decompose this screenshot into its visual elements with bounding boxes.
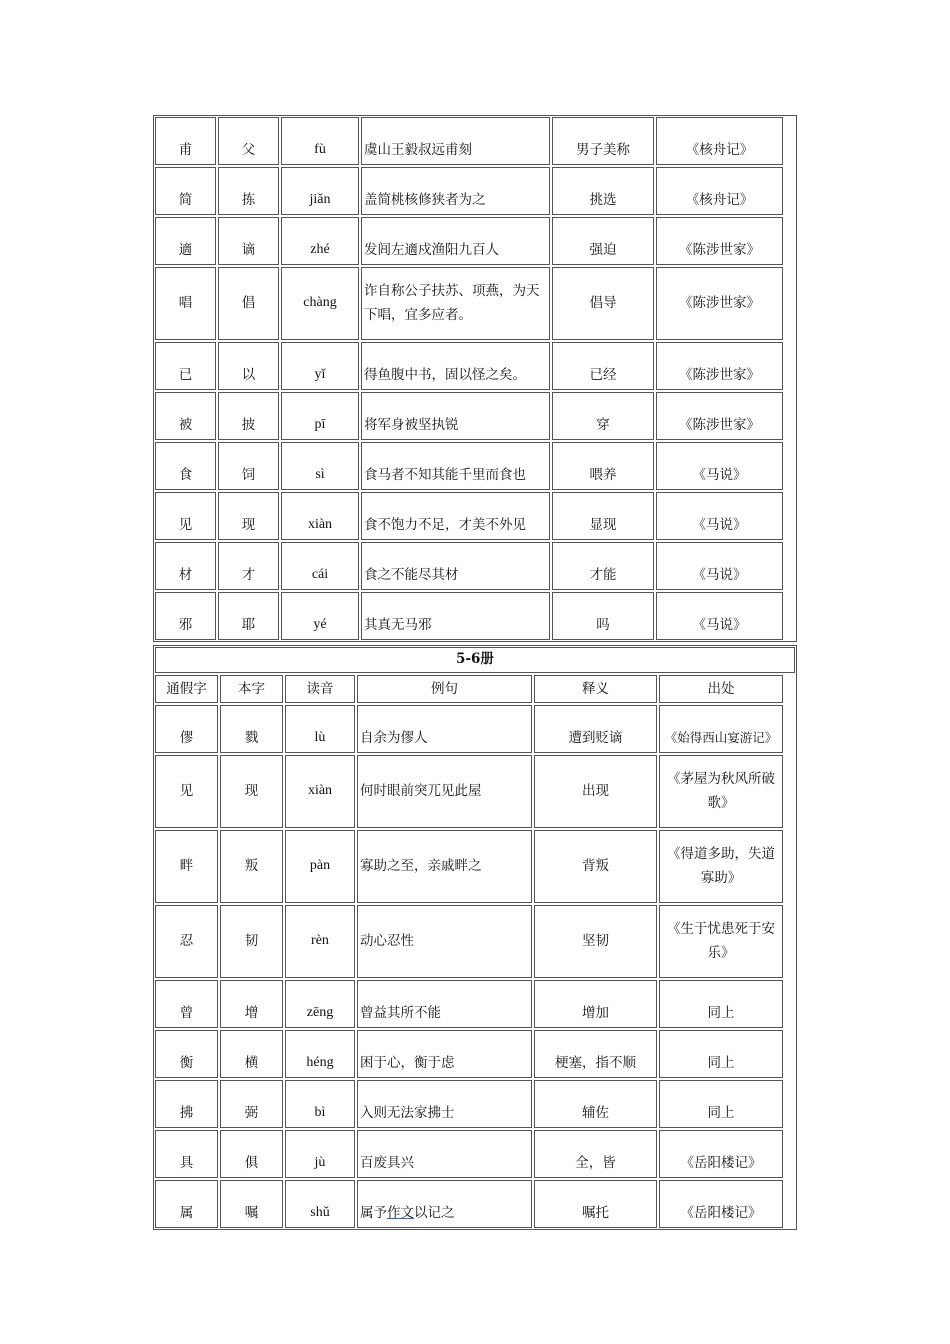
- cell-meaning: 男子美称: [552, 117, 654, 165]
- cell-benzi: 弼: [220, 1080, 283, 1128]
- cell-source: 《马说》: [656, 592, 783, 640]
- cell-pinyin: zhé: [281, 217, 359, 265]
- cell-source: 《陈涉世家》: [656, 267, 783, 340]
- cell-example: 诈自称公子扶苏、项燕，为天下唱，宜多应者。: [361, 267, 550, 340]
- cell-example: 曾益其所不能: [357, 980, 532, 1028]
- cell-example: 自余为僇人: [357, 705, 532, 753]
- cell-pinyin: zēng: [285, 980, 355, 1028]
- cell-pinyin: jiǎn: [281, 167, 359, 215]
- cell-tongjia: 简: [155, 167, 216, 215]
- cell-benzi: 饲: [218, 442, 279, 490]
- cell-tongjia: 忍: [155, 905, 218, 978]
- cell-pinyin: fù: [281, 117, 359, 165]
- cell-meaning: 坚韧: [534, 905, 657, 978]
- header-meaning: 释义: [534, 675, 657, 703]
- cell-source: 《得道多助，失道寡助》: [659, 830, 783, 903]
- cell-meaning: 吗: [552, 592, 654, 640]
- cell-tongjia: 僇: [155, 705, 218, 753]
- cell-tongjia: 唱: [155, 267, 216, 340]
- cell-meaning: 嘱托: [534, 1180, 657, 1228]
- table-row: [154, 391, 796, 441]
- cell-example: 食马者不知其能千里而食也: [361, 442, 550, 490]
- header-pinyin: 读音: [285, 675, 355, 703]
- cell-source: 《马说》: [656, 542, 783, 590]
- cell-example: 困于心，衡于虑: [357, 1030, 532, 1078]
- cell-pinyin: pī: [281, 392, 359, 440]
- cell-pinyin: lù: [285, 705, 355, 753]
- header-tongjia: 通假字: [155, 675, 218, 703]
- cell-source: 《核舟记》: [656, 117, 783, 165]
- cell-benzi: 俱: [220, 1130, 283, 1178]
- cell-meaning: 挑选: [552, 167, 654, 215]
- cell-source: 《生于忧患死于安乐》: [659, 905, 783, 978]
- cell-benzi: 父: [218, 117, 279, 165]
- cell-tongjia: 材: [155, 542, 216, 590]
- cell-tongjia: 见: [155, 755, 218, 828]
- cell-meaning: 出现: [534, 755, 657, 828]
- table-row: [154, 491, 796, 541]
- table-row: [154, 441, 796, 491]
- cell-benzi: 披: [218, 392, 279, 440]
- cell-example: 食不饱力不足，才美不外见: [361, 492, 550, 540]
- example-text: 以记之: [414, 1205, 455, 1221]
- example-text: 属予: [360, 1205, 387, 1221]
- cell-benzi: 耶: [218, 592, 279, 640]
- cell-source: 《陈涉世家》: [656, 392, 783, 440]
- cell-meaning: 显现: [552, 492, 654, 540]
- cell-tongjia: 曾: [155, 980, 218, 1028]
- table-row: [154, 979, 796, 1029]
- table-row: [154, 1179, 796, 1229]
- table-row: [154, 1079, 796, 1129]
- cell-tongjia: 见: [155, 492, 216, 540]
- cell-source: 《马说》: [656, 442, 783, 490]
- cell-meaning: 穿: [552, 392, 654, 440]
- cell-meaning: 已经: [552, 342, 654, 390]
- cell-pinyin: héng: [285, 1030, 355, 1078]
- cell-pinyin: xiàn: [281, 492, 359, 540]
- cell-benzi: 增: [220, 980, 283, 1028]
- cell-benzi: 谪: [218, 217, 279, 265]
- table-row: [154, 1029, 796, 1079]
- cell-example: 入则无法家拂士: [357, 1080, 532, 1128]
- cell-example: 动心忍性: [357, 905, 532, 978]
- cell-pinyin: xiàn: [285, 755, 355, 828]
- cell-pinyin: yé: [281, 592, 359, 640]
- cell-meaning: 倡导: [552, 267, 654, 340]
- cell-meaning: 才能: [552, 542, 654, 590]
- cell-pinyin: rèn: [285, 905, 355, 978]
- cell-example: 其真无马邪: [361, 592, 550, 640]
- cell-pinyin: sì: [281, 442, 359, 490]
- table-row: [154, 591, 796, 641]
- cell-tongjia: 拂: [155, 1080, 218, 1128]
- cell-pinyin: shǔ: [285, 1180, 355, 1228]
- cell-source: 《始得西山宴游记》: [659, 705, 783, 753]
- header-benzi: 本字: [220, 675, 283, 703]
- cell-benzi: 戮: [220, 705, 283, 753]
- table-row: [154, 754, 796, 829]
- cell-meaning: 辅佐: [534, 1080, 657, 1128]
- cell-example: 发闾左適戍渔阳九百人: [361, 217, 550, 265]
- cell-pinyin: bì: [285, 1080, 355, 1128]
- cell-pinyin: cái: [281, 542, 359, 590]
- cell-benzi: 嘱: [220, 1180, 283, 1228]
- cell-source: 《陈涉世家》: [656, 342, 783, 390]
- cell-tongjia: 衡: [155, 1030, 218, 1078]
- cell-benzi: 倡: [218, 267, 279, 340]
- table-volume-3-4: [153, 115, 797, 642]
- cell-benzi: 才: [218, 542, 279, 590]
- table-row: [154, 541, 796, 591]
- table-row: [154, 1129, 796, 1179]
- cell-benzi: 现: [220, 755, 283, 828]
- header-example: 例句: [357, 675, 532, 703]
- cell-source: 《陈涉世家》: [656, 217, 783, 265]
- example-link[interactable]: 作文: [387, 1205, 414, 1221]
- cell-pinyin: yǐ: [281, 342, 359, 390]
- cell-example: 得鱼腹中书，固以怪之矣。: [361, 342, 550, 390]
- cell-tongjia: 甫: [155, 117, 216, 165]
- cell-tongjia: 已: [155, 342, 216, 390]
- cell-benzi: 以: [218, 342, 279, 390]
- cell-tongjia: 畔: [155, 830, 218, 903]
- cell-benzi: 叛: [220, 830, 283, 903]
- table-row: [154, 341, 796, 391]
- cell-example: 盖简桃核修狭者为之: [361, 167, 550, 215]
- cell-source: 同上: [659, 1080, 783, 1128]
- cell-example: 寡助之至，亲戚畔之: [357, 830, 532, 903]
- cell-source: 《核舟记》: [656, 167, 783, 215]
- cell-example: 何时眼前突兀见此屋: [357, 755, 532, 828]
- table-header-row: [154, 674, 796, 704]
- table-title: 5-6册: [155, 647, 795, 673]
- cell-example: 百废具兴: [357, 1130, 532, 1178]
- cell-benzi: 横: [220, 1030, 283, 1078]
- cell-tongjia: 適: [155, 217, 216, 265]
- table-row: [154, 116, 796, 166]
- cell-source: 同上: [659, 980, 783, 1028]
- cell-example: 虞山王毅叔远甫刻: [361, 117, 550, 165]
- cell-meaning: 强迫: [552, 217, 654, 265]
- table-volume-5-6: [153, 645, 797, 1230]
- table-row: [154, 704, 796, 754]
- cell-meaning: 遭到贬谪: [534, 705, 657, 753]
- table-row: [154, 266, 796, 341]
- cell-benzi: 韧: [220, 905, 283, 978]
- cell-pinyin: jù: [285, 1130, 355, 1178]
- cell-source: 《茅屋为秋风所破歌》: [659, 755, 783, 828]
- cell-tongjia: 邪: [155, 592, 216, 640]
- cell-benzi: 拣: [218, 167, 279, 215]
- cell-meaning: 喂养: [552, 442, 654, 490]
- header-source: 出处: [659, 675, 783, 703]
- cell-meaning: 增加: [534, 980, 657, 1028]
- cell-meaning: 梗塞，指不顺: [534, 1030, 657, 1078]
- cell-example: 食之不能尽其材: [361, 542, 550, 590]
- cell-tongjia: 具: [155, 1130, 218, 1178]
- cell-pinyin: pàn: [285, 830, 355, 903]
- cell-source: 《马说》: [656, 492, 783, 540]
- cell-source: 同上: [659, 1030, 783, 1078]
- table-row: [154, 904, 796, 979]
- table-title-row: [154, 646, 796, 674]
- cell-example: 将军身被坚执锐: [361, 392, 550, 440]
- cell-pinyin: chàng: [281, 267, 359, 340]
- table-row: [154, 216, 796, 266]
- cell-tongjia: 被: [155, 392, 216, 440]
- cell-meaning: 全，皆: [534, 1130, 657, 1178]
- cell-source: 《岳阳楼记》: [659, 1130, 783, 1178]
- cell-meaning: 背叛: [534, 830, 657, 903]
- table-row: [154, 829, 796, 904]
- table-row: [154, 166, 796, 216]
- cell-source: 《岳阳楼记》: [659, 1180, 783, 1228]
- cell-example: [357, 1180, 532, 1228]
- cell-benzi: 现: [218, 492, 279, 540]
- cell-tongjia: 食: [155, 442, 216, 490]
- cell-tongjia: 属: [155, 1180, 218, 1228]
